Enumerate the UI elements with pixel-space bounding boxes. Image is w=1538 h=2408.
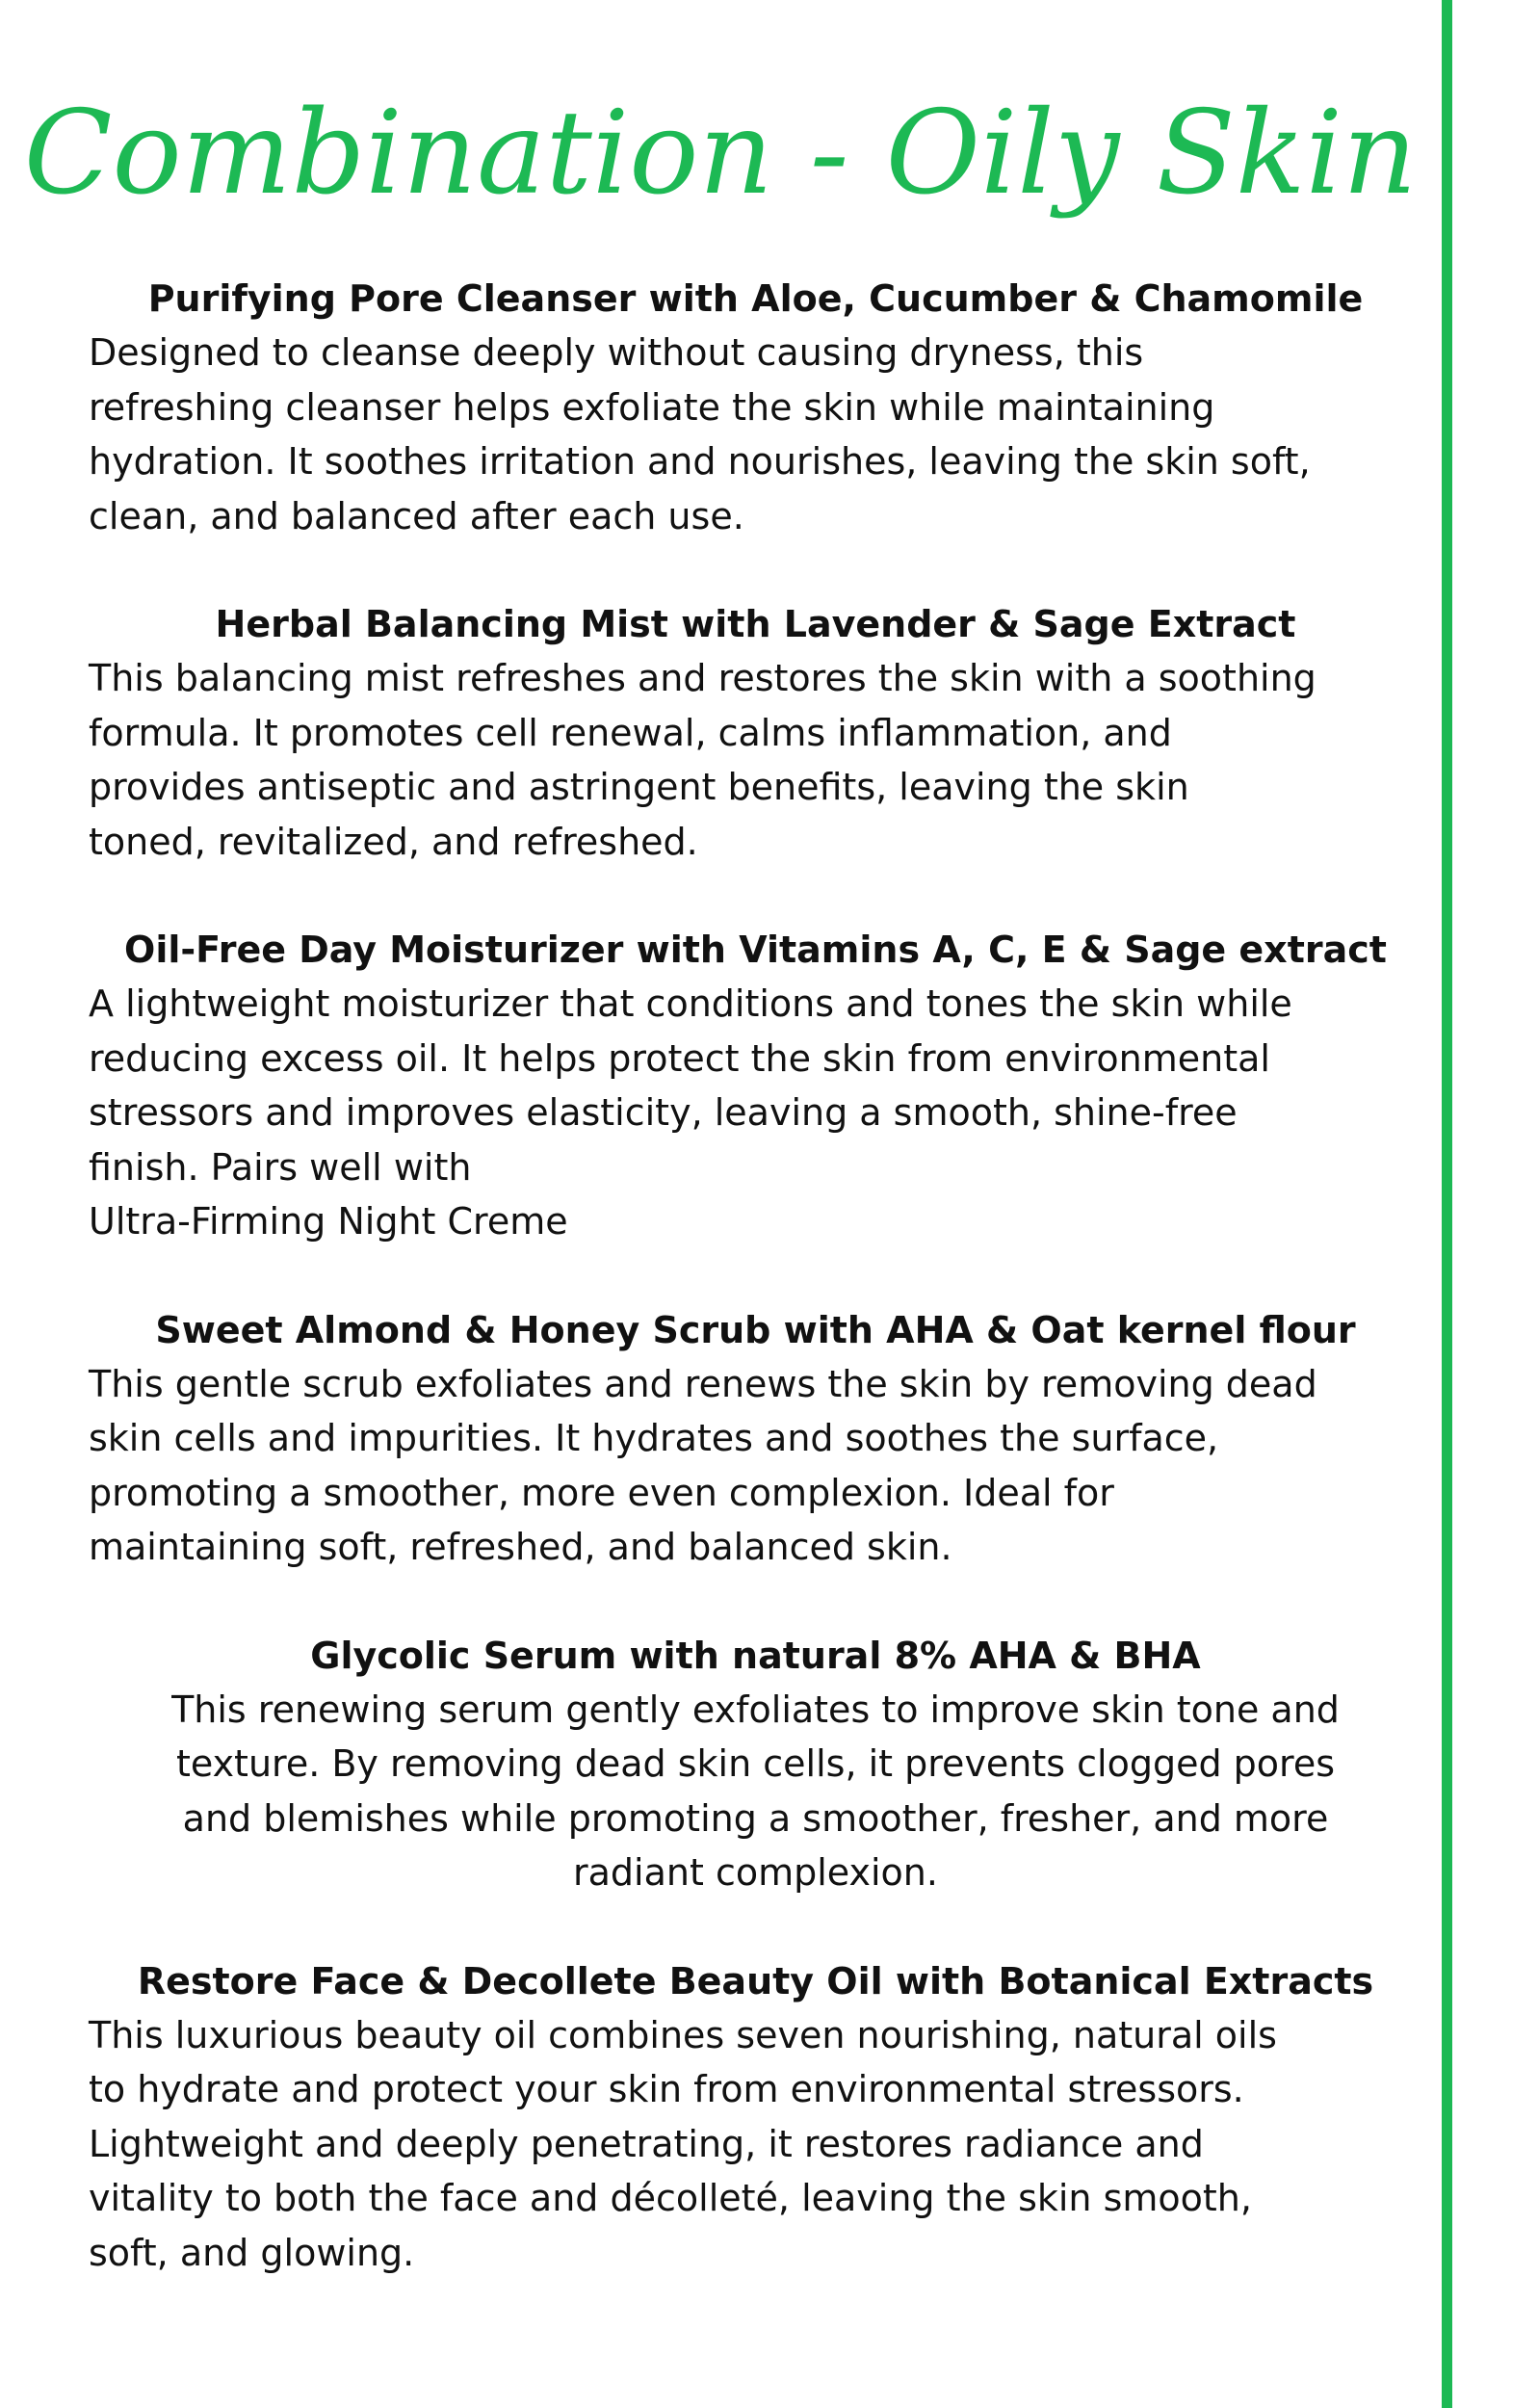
product-item	[89, 1954, 1422, 2281]
product-name: Purifying Pore Cleanser with Aloe, Cucumber & Chamomile	[147, 277, 1364, 320]
product-item	[89, 272, 1422, 543]
product-item	[89, 597, 1422, 869]
product-name: Glycolic Serum with natural 8% AHA & BHA	[310, 1634, 1201, 1677]
product-name: Oil-Free Day Moisturizer with Vitamins A, C, E & Sage extract	[124, 929, 1387, 971]
product-name: Herbal Balancing Mist with Lavender & Sage Extract	[215, 603, 1296, 645]
product-name: Sweet Almond & Honey Scrub with AHA & Oat kernel flour	[155, 1308, 1356, 1351]
page-title: Combination - Oily Skin	[23, 87, 1418, 221]
product-item	[89, 1303, 1422, 1575]
page-title-graphic	[0, 67, 1442, 270]
product-description: Designed to cleanse deeply without causing dryness, this refreshing cleanser helps exfoliate the skin while maintaining hydration. It soothes irritation and nourishes, leaving the skin soft, clean, and balanced after each use.	[89, 331, 1311, 537]
product-item	[89, 1629, 1422, 1900]
product-list	[89, 272, 1422, 2334]
product-item	[89, 923, 1422, 1249]
product-description: A lightweight moisturizer that conditions and tones the skin while reducing excess oil. It helps protect the skin from environmental stressors and improves elasticity, leaving a smooth, shine-free finish. Pairs well with Ultra-Firming Night Creme	[89, 982, 1292, 1243]
product-description: This gentle scrub exfoliates and renews the skin by removing dead skin cells and impurities. It hydrates and soothes the surface, promoting a smoother, more even complexion. Ideal for maintaining soft, refreshed, and balanced skin.	[89, 1362, 1317, 1568]
product-description: This luxurious beauty oil combines seven nourishing, natural oils to hydrate and protect your skin from environmental stressors. Lightweight and deeply penetrating, it restores radiance and vitality to both the face and décolleté, leaving the skin smooth, soft, and glowing.	[89, 2013, 1277, 2274]
product-description: This balancing mist refreshes and restores the skin with a soothing formula. It promotes cell renewal, calms inflammation, and provides antiseptic and astringent benefits, leaving the skin toned, revitalized, and refreshed.	[89, 657, 1316, 863]
green-side-rule	[1442, 0, 1452, 2408]
product-name: Restore Face & Decollete Beauty Oil with Botanical Extracts	[137, 1959, 1374, 2002]
product-description: This renewing serum gently exfoliates to improve skin tone and texture. By removing dead skin cells, it prevents clogged pores and blemishes while promoting a smoother, fresher, and more radiant complexion.	[171, 1688, 1340, 1894]
page-title-container	[0, 67, 1442, 270]
